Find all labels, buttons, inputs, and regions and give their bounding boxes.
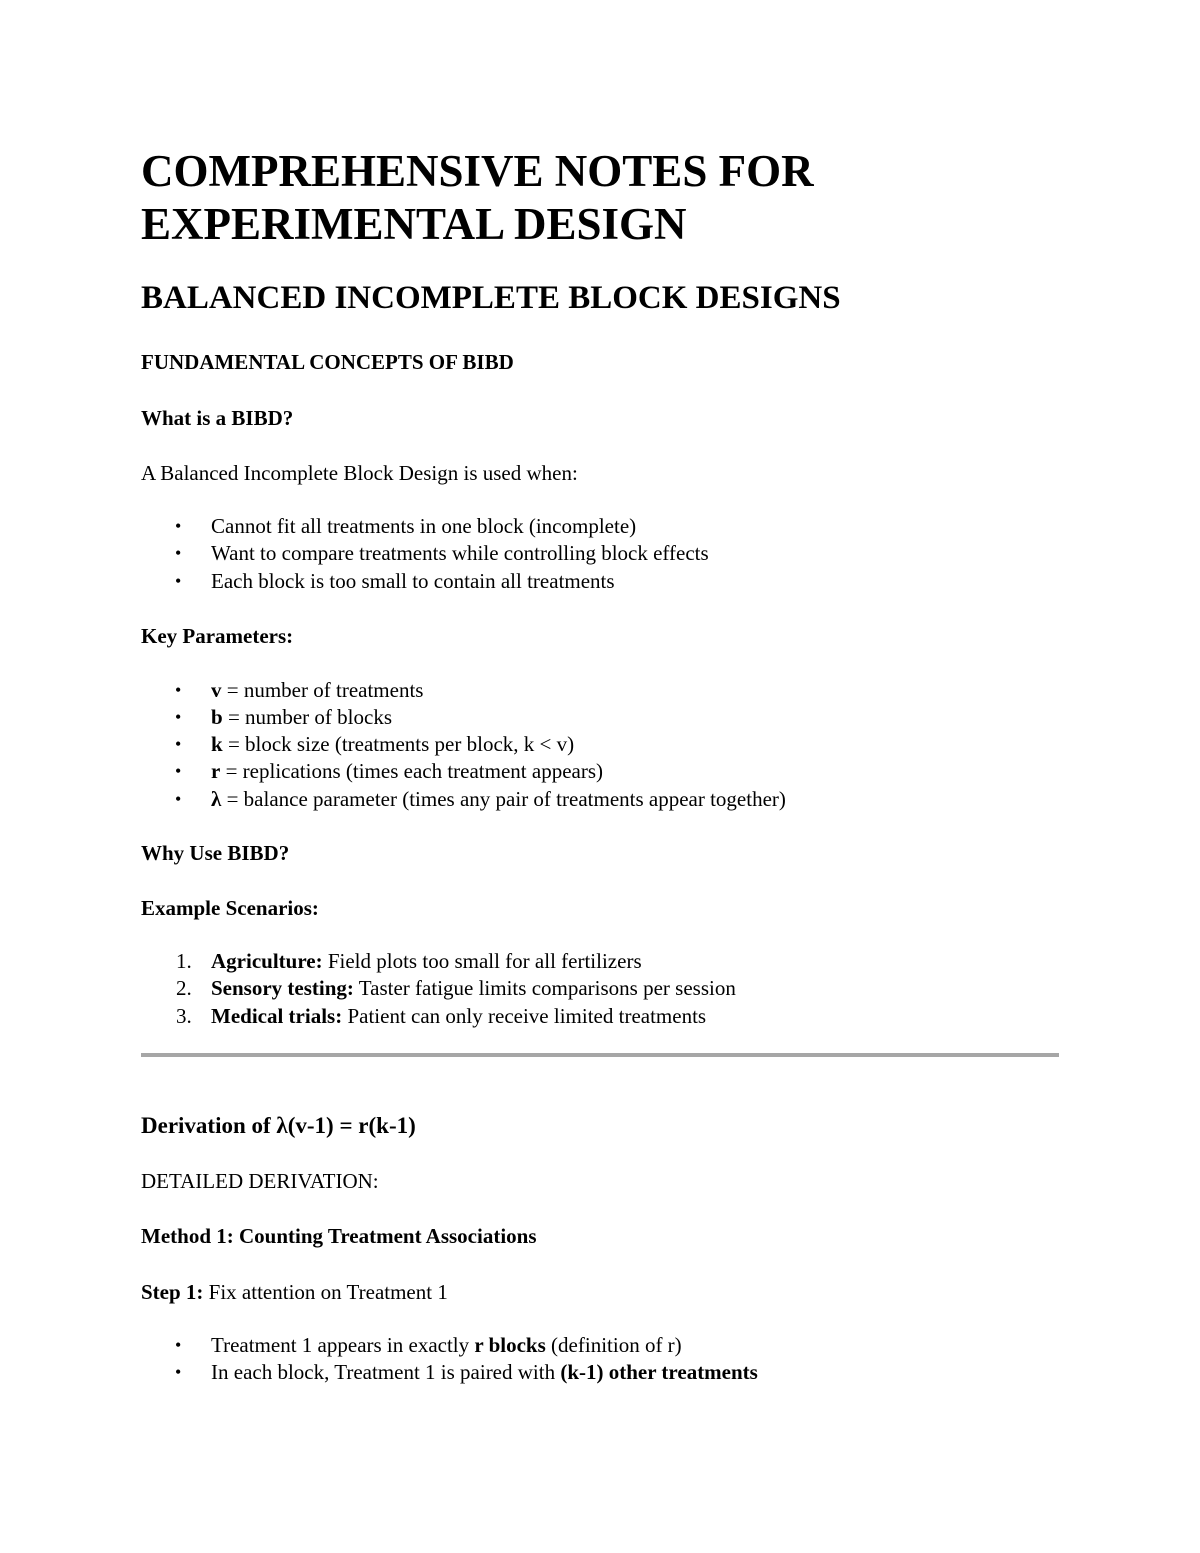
parameter-symbol: r xyxy=(211,759,221,783)
parameter-description: = block size (treatments per block, k < v) xyxy=(222,732,575,756)
list-item xyxy=(211,1359,758,1385)
bullet-glyph: • xyxy=(175,734,182,754)
example-label: Agriculture: xyxy=(211,949,323,973)
bullet-glyph: • xyxy=(175,543,182,563)
key-parameters-heading: Key Parameters: xyxy=(141,624,294,648)
list-item xyxy=(211,758,603,784)
parameter-symbol: v xyxy=(211,678,222,702)
why-use-heading: Why Use BIBD? xyxy=(141,841,290,865)
item-emphasis: (k-1) other treatments xyxy=(560,1360,758,1384)
item-emphasis: r blocks xyxy=(474,1333,546,1357)
item-text: (definition of r) xyxy=(545,1333,682,1357)
list-item xyxy=(211,1332,682,1358)
list-number: 2. xyxy=(176,976,192,1000)
subsection-heading: FUNDAMENTAL CONCEPTS OF BIBD xyxy=(141,350,514,374)
parameter-symbol: b xyxy=(211,705,223,729)
document-title-line-1: COMPREHENSIVE NOTES FOR xyxy=(141,146,814,196)
list-item xyxy=(211,786,786,812)
step-label: Step 1: xyxy=(141,1280,204,1304)
horizontal-divider xyxy=(141,1053,1059,1057)
parameter-symbol: k xyxy=(211,732,223,756)
list-item xyxy=(211,704,392,730)
bullet-glyph: • xyxy=(175,789,182,809)
bullet-glyph: • xyxy=(175,516,182,536)
step-text: Fix attention on Treatment 1 xyxy=(203,1280,448,1304)
list-number: 1. xyxy=(176,949,192,973)
list-item: Want to compare treatments while controlling block effects xyxy=(211,541,709,565)
bullet-glyph: • xyxy=(175,680,182,700)
example-text: Taster fatigue limits comparisons per session xyxy=(353,976,736,1000)
example-text: Patient can only receive limited treatments xyxy=(342,1004,707,1028)
example-label: Medical trials: xyxy=(211,1004,343,1028)
detailed-derivation-label: DETAILED DERIVATION: xyxy=(141,1169,379,1193)
list-item xyxy=(211,677,423,703)
list-number: 3. xyxy=(176,1004,192,1028)
example-scenarios-heading: Example Scenarios: xyxy=(141,896,319,920)
item-text: Treatment 1 appears in exactly xyxy=(211,1333,475,1357)
parameter-description: = balance parameter (times any pair of treatments appear together) xyxy=(221,787,786,811)
parameter-description: = replications (times each treatment appears) xyxy=(220,759,604,783)
bullet-glyph: • xyxy=(175,761,182,781)
list-item: Cannot fit all treatments in one block (incomplete) xyxy=(211,514,637,538)
example-text: Field plots too small for all fertilizers xyxy=(322,949,642,973)
bullet-glyph: • xyxy=(175,1362,182,1382)
what-is-heading: What is a BIBD? xyxy=(141,406,294,430)
derivation-heading: Derivation of λ(v-1) = r(k-1) xyxy=(141,1113,416,1138)
item-text: In each block, Treatment 1 is paired with xyxy=(211,1360,561,1384)
list-item xyxy=(211,975,736,1001)
bullet-glyph: • xyxy=(175,1335,182,1355)
bullet-glyph: • xyxy=(175,571,182,591)
step-line xyxy=(141,1279,448,1305)
document-title-line-2: EXPERIMENTAL DESIGN xyxy=(141,199,687,249)
list-item: Each block is too small to contain all treatments xyxy=(211,569,615,593)
what-is-intro: A Balanced Incomplete Block Design is used when: xyxy=(141,461,578,485)
parameter-description: = number of blocks xyxy=(222,705,392,729)
list-item xyxy=(211,1003,706,1029)
parameter-symbol: λ xyxy=(211,787,222,811)
example-label: Sensory testing: xyxy=(211,976,354,1000)
list-item xyxy=(211,731,574,757)
method-heading: Method 1: Counting Treatment Associations xyxy=(141,1224,537,1248)
list-item xyxy=(211,948,642,974)
parameter-description: = number of treatments xyxy=(221,678,424,702)
section-heading: BALANCED INCOMPLETE BLOCK DESIGNS xyxy=(141,280,841,316)
bullet-glyph: • xyxy=(175,707,182,727)
